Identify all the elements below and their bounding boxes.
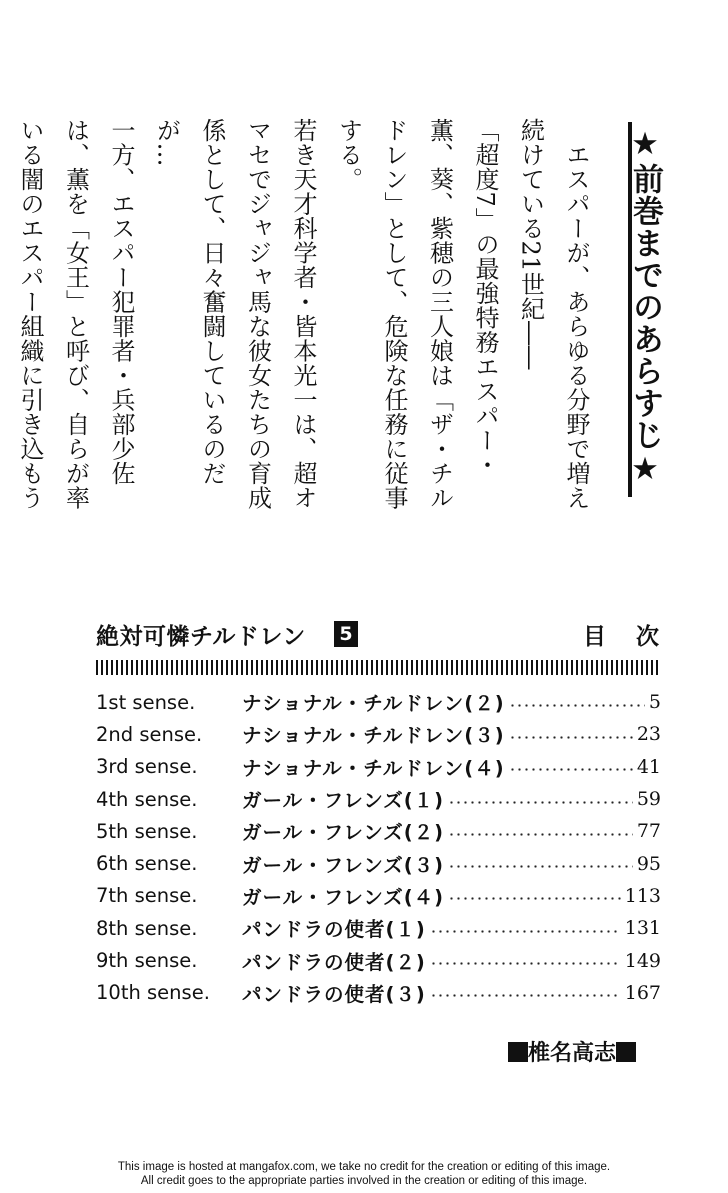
series-title: 絶対可憐チルドレン [96,624,306,650]
toc-leader-dots [448,897,621,900]
toc-sense: 5th sense. [96,819,198,843]
synopsis-body [16,118,598,523]
toc-sense: 8th sense. [96,916,198,940]
toc-page: 113 [624,884,661,907]
toc-leader-dots [448,865,633,868]
toc-title: パンドラの使者(３) [242,982,426,1006]
synopsis-heading: ★前巻までのあらすじ★ [628,122,662,497]
toc-leader-dots [509,768,633,771]
toc-leader-dots [448,801,633,804]
toc-leader-dots [430,994,621,997]
toc-page: 23 [636,723,661,746]
toc-sense: 7th sense. [96,884,198,908]
toc-page: 95 [636,852,661,875]
author-name: 椎名高志 [528,1041,617,1066]
toc-entry [96,686,661,718]
toc-title: ナショナル・チルドレン(３) [242,724,505,748]
toc-sense: 3rd sense. [96,755,198,779]
toc-entry [96,912,661,944]
toc-sense: 2nd sense. [96,722,203,746]
toc-title: パンドラの使者(２) [242,950,426,974]
toc-title: パンドラの使者(１) [242,918,426,942]
toc-page: 41 [636,755,661,778]
author-credit [508,1036,636,1067]
square-icon [616,1042,636,1062]
toc-entry [96,977,661,1009]
toc-leader-dots [448,833,633,836]
toc-page: 77 [636,820,661,843]
volume-badge: 5 [334,621,358,647]
hosting-notice [0,1160,728,1188]
toc-entry [96,880,661,912]
toc-title: ガール・フレンズ(２) [242,821,445,845]
toc-header [96,618,689,652]
toc-title: ガール・フレンズ(１) [242,789,445,813]
toc-entry [96,751,661,783]
toc-entry [96,718,661,750]
toc-title: ナショナル・チルドレン(２) [242,692,505,716]
toc-list [96,686,661,1009]
hosting-notice-line: This image is hosted at mangafox.com, we take no credit for the creation or editing of this image. [117,1161,611,1173]
synopsis-paragraph: 一方、エスパー犯罪者・兵部少佐は、薫を「女王」と呼び、自らが率いる闇のエスパー組織に引き込もう [16,118,135,510]
toc-sense: 9th sense. [96,949,198,973]
hosting-notice-line: All credit goes to the appropriate parties involved in the creation or editing of this image. [140,1175,588,1187]
header-ruler [96,660,660,675]
toc-entry [96,783,661,815]
toc-page: 5 [648,691,661,714]
toc-sense: 10th sense. [96,981,210,1005]
toc-entry [96,944,661,976]
toc-sense: 6th sense. [96,852,198,876]
toc-page: 149 [624,949,661,972]
toc-sense: 1st sense. [96,690,196,714]
toc-page: 131 [624,917,661,940]
synopsis-paragraph: 若き天才科学者・皆本光一は、超オマセでジャジャ馬な彼女たちの育成係として、日々奮闘しているのだが… [152,118,317,510]
synopsis-paragraph: エスパーが、あらゆる分野で増え続けている21世紀―― [516,118,590,510]
toc-label: 目次 [583,624,689,650]
toc-title: ガール・フレンズ(３) [242,853,445,877]
toc-entry [96,847,661,879]
toc-leader-dots [430,962,621,965]
synopsis-paragraph: 「超度7」の最強特務エスパー・薫、葵、紫穂の三人娘は「ザ・チルドレン」として、危険な任務に従事する。 [334,118,499,510]
toc-leader-dots [509,704,645,707]
toc-title: ガール・フレンズ(４) [242,885,445,909]
toc-page: 167 [624,981,661,1004]
toc-title: ナショナル・チルドレン(４) [242,756,505,780]
toc-entry [96,815,661,847]
toc-page: 59 [636,788,661,811]
toc-leader-dots [509,736,633,739]
toc-leader-dots [430,930,621,933]
toc-sense: 4th sense. [96,787,198,811]
square-icon [508,1042,528,1062]
